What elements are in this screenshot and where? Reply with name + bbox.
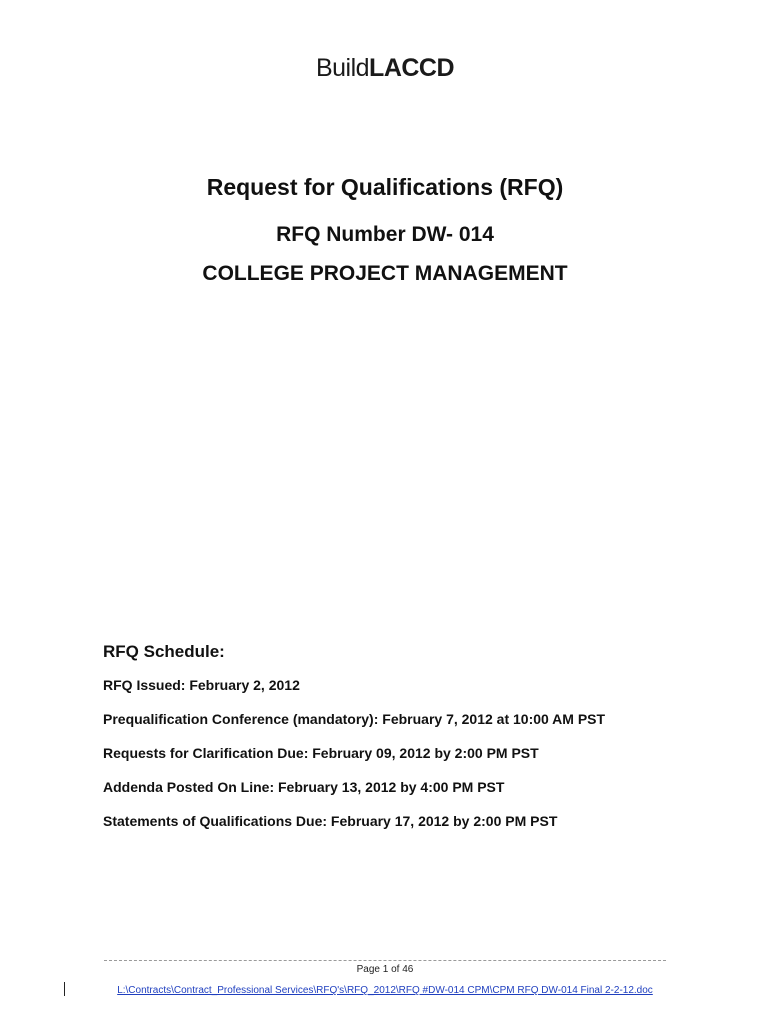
file-path-link[interactable]: L:\Contracts\Contract_Professional Services\RFQ's\RFQ_2012\RFQ #DW-014 CPM\CPM RFQ DW-014 Final 2-2-12.doc: [117, 985, 653, 996]
schedule-item-conference: Prequalification Conference (mandatory): February 7, 2012 at 10:00 AM PST: [103, 711, 606, 727]
logo-text-build: Build: [315, 54, 370, 82]
footer-divider: [104, 960, 666, 961]
schedule-heading: RFQ Schedule:: [103, 642, 225, 661]
page-number: Page 1 of 46: [356, 964, 414, 975]
schedule-item-soq-due: Statements of Qualifications Due: February 17, 2012 by 2:00 PM PST: [103, 813, 558, 829]
rfq-number: RFQ Number DW- 014: [276, 223, 494, 246]
document-title: Request for Qualifications (RFQ): [206, 174, 564, 200]
project-name: COLLEGE PROJECT MANAGEMENT: [202, 262, 568, 285]
logo-text-laccd: LACCD: [369, 54, 455, 82]
schedule-item-clarification: Requests for Clarification Due: February 09, 2012 by 2:00 PM PST: [103, 745, 539, 761]
buildlaccd-logo: [0, 54, 770, 83]
rfq-schedule: [103, 642, 723, 846]
schedule-item-issued: RFQ Issued: February 2, 2012: [103, 677, 300, 693]
schedule-item-addenda: Addenda Posted On Line: February 13, 2012 by 4:00 PM PST: [103, 779, 505, 795]
